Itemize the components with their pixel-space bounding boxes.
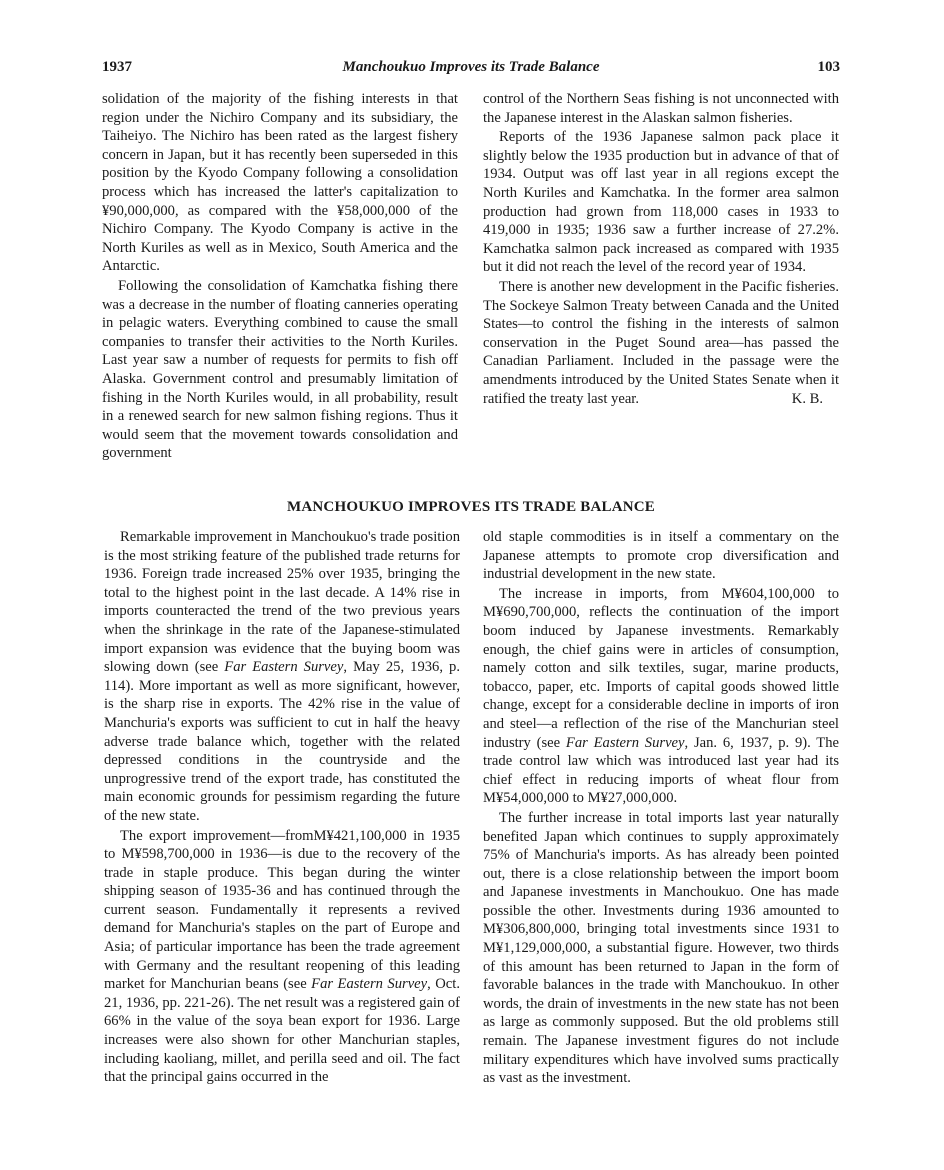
paragraph-text: There is another new development in the Pacific fisheries. The Sockeye Salmon Treaty between Canada and the United States—to control the fishing in the interests of salmon conservation in the Puget Sound area—has passed the Canadian Parliament. Included in the passage were the amendments introduced by the United States Senate when it ratified the treaty last year. [483,278,839,407]
paragraph-text: , Oct. 21, 1936, pp. 221-26). The net result was a registered gain of 66% in the value of the soya bean export for 1936. Large increases were also shown for other Manchurian staples, including kaoliang, millet, and perilla seed and oil. The fact that the principal gains occurred in the [104,976,460,1086]
paragraph: Following the consolidation of Kamchatka fishing there was a decrease in the number of floating canneries operating in pelagic waters. Everything combined to cause the small companies to transfer their activities to the North Kuriles. Last year saw a number of requests for permits to fish off Alaska. Government control and presumably limitation of fishing in the North Kuriles would, in all probability, result in a renewed search for new salmon fishing regions. Thus it would seem that the movement towards consolidation and government [102,277,458,462]
paragraph-text: Remarkable improvement in Manchoukuo's trade position is the most striking feature of the published trade returns for 1936. Foreign trade increased 25% over 1935, bringing the total to the highest point in the last decade. A 14% rise in imports counteracted the trend of the two previous years when the shrinkage in the rate of the Japanese-stimulated import expansion was evidence that the buying boom was slowing down (see [104,529,460,676]
author-signature: K. B. [791,390,823,407]
paragraph [104,827,460,1087]
paragraph: solidation of the majority of the fishing interests in that region under the Nichiro Company and its subsidiary, the Taiheiyo. The Nichiro has been rated as the largest fishery concern in Japan, but it has recently been superseded in this position by the Kyodo Company following a consolidation process which has increased the latter's capitalization to ¥90,000,000, as compared with the ¥58,000,000 of the Nichiro Company. The Kyodo Company is active in the North Kuriles as well as in Mexico, South America and the Antarctic. [102,91,458,275]
top-left-column [102,90,458,463]
paragraph: old staple commodities is in itself a commentary on the Japanese attempts to promote crop diversification and industrial development in the new state. [483,529,839,583]
bottom-left-column [104,528,460,1087]
paragraph-text: , May 25, 1936, p. 114). More important as well as more significant, however, is the sharp rise in exports. The 42% rise in the value of Manchuria's exports was sufficient to cut in half the heavy adverse trade balance which, together with the related depressed conditions in the countryside and the unprogressive trend of the export trade, has constituted the main economic grounds for pessimism regarding the future of the new state. [104,659,460,824]
header-year: 1937 [102,59,132,75]
journal-citation: Far Eastern Survey [565,734,685,751]
journal-citation: Far Eastern Survey [311,976,428,993]
paragraph: Reports of the 1936 Japanese salmon pack place it slightly below the 1935 production but in advance of that of 1934. Output was off last year in all regions except the North Kuriles and Kamchatka. In the former area salmon production had grown from 118,000 cases in 1933 to 419,000 in 1935; 1936 saw a further increase of 27.2%. Kamchatka salmon pack increased as compared with 1935 but it did not reach the level of the record year of 1934. [483,129,839,276]
paragraph: The further increase in total imports last year naturally benefited Japan which continues to supply approximately 75% of Manchuria's imports. As has already been pointed out, there is a close relationship between the import boom and Japanese investments in Manchoukuo. One has made possible the other. Investments during 1936 amounted to M¥306,800,000, bringing total investments since 1931 to M¥1,129,000,000, a substantial figure. However, two thirds of this amount has been returned to Japan in the form of favorable balances in the trade with Manchoukuo. In other words, the drain of investments in the new state has not been as large as commonly supposed. But the old problems still remain. The Japanese investment figures do not include military expenditures which have involved sums practically as vast as the investment. [483,809,839,1087]
paragraph-text: The export improvement—fromM¥421,100,000 in 1935 to M¥598,700,000 in 1936—is due to the recovery of the trade in staple produce. This began during the winter shipping season of 1935-36 and has continued through the current season. Fundamentally it represents a revived demand for Manchuria's staples on the part of Europe and Asia; of particular importance has been the trade agreement with Germany and the resultant reopening of this leading market for Manchurian beans (see [104,827,460,993]
paragraph [104,528,460,826]
running-title: Manchoukuo Improves its Trade Balance [342,59,600,75]
top-right-column [483,90,839,408]
paragraph-text: , Jan. 6, 1937, p. 9). The trade control law which was introduced last year had its chief effect in reducing imports of wheat flour from M¥54,000,000 to M¥27,000,000. [483,734,839,807]
paragraph [483,278,839,408]
page-number: 103 [817,59,840,75]
section-title: MANCHOUKUO IMPROVES ITS TRADE BALANCE [287,499,655,515]
paragraph [483,585,839,808]
paragraph-text: The increase in imports, from M¥604,100,000 to M¥690,700,000, reflects the continuation of the import boom induced by Japanese investments. Remarkably enough, the chief gains were in articles of consumption, namely cotton and silk textiles, sugar, marine products, tobacco, paper, etc. Imports of capital goods showed little change, except for a considerable decline in imports of iron and steel—a reflection of the rise of the Manchurian steel industry (see [483,585,839,751]
paragraph: control of the Northern Seas fishing is not unconnected with the Japanese interest in the Alaskan salmon fisheries. [483,91,839,126]
journal-citation: Far Eastern Survey [224,659,344,676]
bottom-right-column [483,528,839,1088]
page-header [102,56,840,78]
